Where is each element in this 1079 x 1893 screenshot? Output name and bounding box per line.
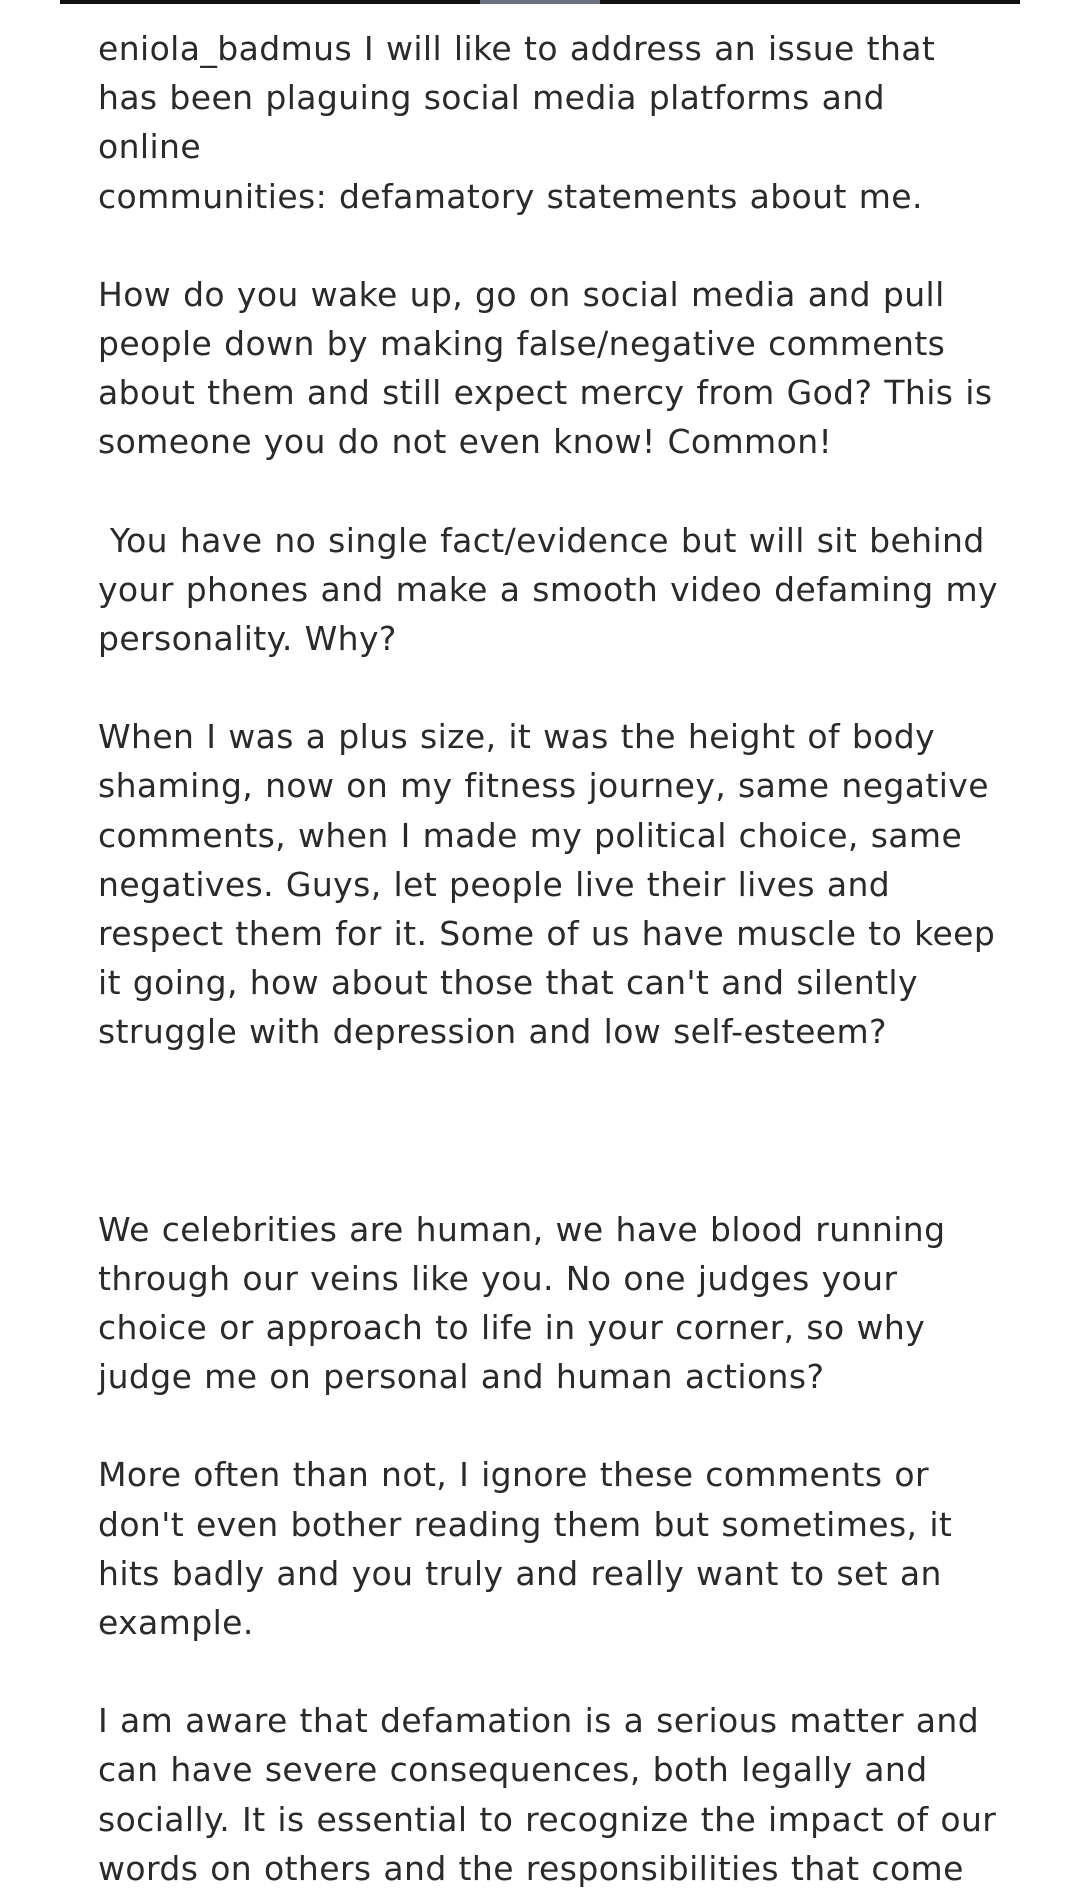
caption-paragraph-3 bbox=[98, 516, 998, 664]
caption-line: it going, how about those that can't and silently bbox=[98, 963, 918, 1003]
caption-line: about them and still expect mercy from God? This is bbox=[98, 373, 993, 413]
top-image-edge bbox=[60, 0, 1020, 4]
caption-line: through our veins like you. No one judges your bbox=[98, 1258, 898, 1298]
caption-line: We celebrities are human, we have blood running bbox=[98, 1209, 946, 1249]
caption-line: You have no single fact/evidence but will sit behind bbox=[98, 520, 985, 560]
image-edge-notch bbox=[480, 0, 600, 4]
caption-paragraph-2 bbox=[98, 270, 998, 467]
caption-line: More often than not, I ignore these comments or bbox=[98, 1455, 929, 1495]
caption-line: comments, when I made my political choice, same bbox=[98, 815, 963, 855]
caption-line: socially. It is essential to recognize the impact of our bbox=[98, 1799, 997, 1839]
caption-line: has been plaguing social media platforms and online bbox=[98, 78, 897, 167]
caption-line: When I was a plus size, it was the height of body bbox=[98, 717, 936, 757]
caption-line: don't even bother reading them but sometimes, it bbox=[98, 1504, 953, 1544]
caption-line: choice or approach to life in your corner, so why bbox=[98, 1308, 926, 1348]
caption-line: eniola_badmus I will like to address an issue that bbox=[98, 29, 936, 68]
caption-paragraph-1 bbox=[98, 24, 998, 221]
caption-line: judge me on personal and human actions? bbox=[98, 1357, 825, 1397]
caption-line: someone you do not even know! Common! bbox=[98, 422, 833, 462]
caption-paragraph-5 bbox=[98, 1205, 998, 1402]
caption-line: struggle with depression and low self-esteem? bbox=[98, 1012, 887, 1052]
caption-line: I am aware that defamation is a serious matter and bbox=[98, 1701, 980, 1741]
caption-line: people down by making false/negative comments bbox=[98, 324, 946, 364]
caption-line: hits badly and you truly and really want to set an bbox=[98, 1553, 942, 1593]
caption-line: words on others and the responsibilities that come bbox=[98, 1848, 964, 1888]
caption-line: your phones and make a smooth video defaming my bbox=[98, 569, 998, 609]
caption-line: communities: defamatory statements about me. bbox=[98, 176, 923, 216]
caption-paragraph-7 bbox=[98, 1696, 998, 1893]
caption-line: example. bbox=[98, 1603, 254, 1643]
caption-line: negatives. Guys, let people live their lives and bbox=[98, 864, 891, 904]
caption-line: respect them for it. Some of us have muscle to keep bbox=[98, 914, 996, 954]
caption-line: personality. Why? bbox=[98, 619, 397, 659]
caption-line: How do you wake up, go on social media and pull bbox=[98, 274, 945, 314]
caption-paragraph-6 bbox=[98, 1450, 998, 1647]
caption-line: can have severe consequences, both legally and bbox=[98, 1750, 928, 1790]
post-caption bbox=[98, 24, 998, 1893]
caption-line: shaming, now on my fitness journey, same negative bbox=[98, 766, 989, 806]
caption-paragraph-4 bbox=[98, 712, 998, 1056]
